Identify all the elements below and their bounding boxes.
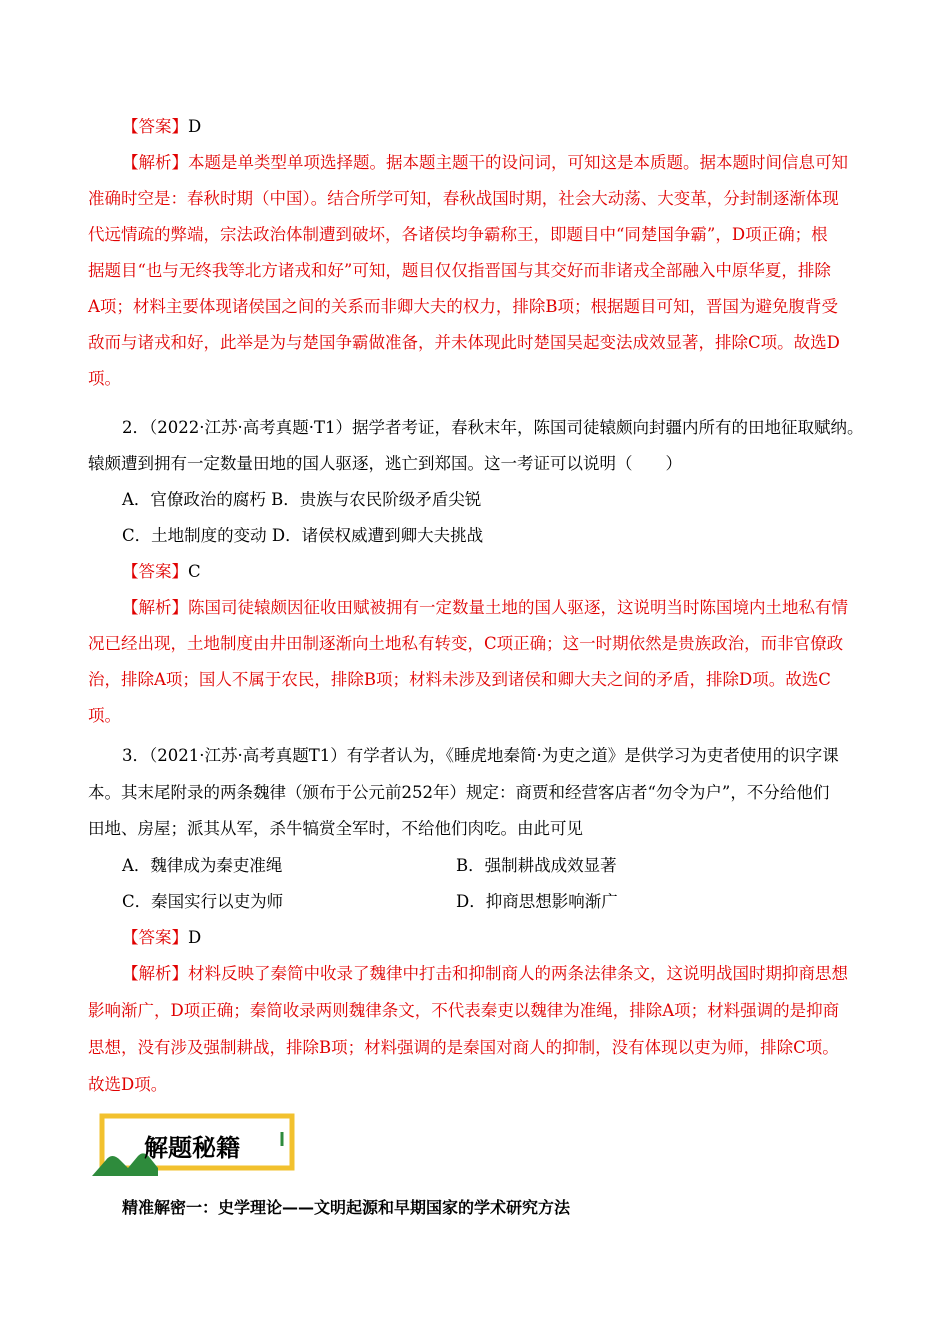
q2-analysis-line-3: 项。 bbox=[88, 706, 121, 725]
q1-analysis-line-6: 项。 bbox=[88, 369, 121, 388]
q3-option-a: A．魏律成为秦吏准绳 bbox=[122, 856, 283, 875]
q1-analysis-line-2: 代远情疏的弊端，宗法政治体制遭到破坏，各诸侯均争霸称王，即题目中“同楚国争霸”，D项正确；根 bbox=[88, 225, 828, 244]
answer-tag: 【答案】 bbox=[122, 117, 188, 136]
q3-analysis-line-2: 思想，没有涉及强制耕战，排除B项；材料强调的是秦国对商人的抑制，没有体现以吏为师，排除C项。 bbox=[88, 1038, 839, 1057]
q1-answer bbox=[122, 116, 201, 138]
answer-tag: 【答案】 bbox=[122, 928, 188, 947]
q2-analysis-line-1: 况已经出现，土地制度由井田制逐渐向土地私有转变，C项正确；这一时期依然是贵族政治，而非官僚政 bbox=[88, 634, 844, 653]
q2-option-row-2: C．土地制度的变动 D．诸侯权威遭到卿大夫挑战 bbox=[122, 526, 484, 545]
section-badge bbox=[92, 1110, 302, 1176]
q3-analysis-line-0: 【解析】材料反映了秦简中收录了魏律中打击和抑制商人的两条法律条文，这说明战国时期抑商思想 bbox=[122, 964, 848, 983]
q2-analysis-line-0: 【解析】陈国司徒辕颇因征收田赋被拥有一定数量土地的国人驱逐，这说明当时陈国境内土地私有情 bbox=[122, 598, 848, 617]
q3-answer bbox=[122, 927, 201, 949]
answer-value: D bbox=[188, 117, 202, 136]
q3-stem-line-1: 本。其末尾附录的两条魏律（颁布于公元前252年）规定：商贾和经营客店者“勿令为户”，不分给他们 bbox=[88, 783, 830, 802]
q2-stem-line-0: 2．（2022·江苏·高考真题·T1）据学者考证，春秋末年，陈国司徒辕颇向封疆内所有的田地征取赋纳。 bbox=[122, 418, 864, 437]
analysis-tag: 【解析】 bbox=[122, 964, 188, 983]
q3-stem-line-2: 田地、房屋；派其从军，杀牛犒赏全军时，不给他们肉吃。由此可见 bbox=[88, 819, 583, 838]
analysis-tag: 【解析】 bbox=[122, 598, 188, 617]
section-heading: 精准解密一：史学理论——文明起源和早期国家的学术研究方法 bbox=[122, 1198, 571, 1217]
q1-analysis-line-5: 敌而与诸戎和好，此举是为与楚国争霸做准备，并未体现此时楚国吴起变法成效显著，排除C项。故选D bbox=[88, 333, 840, 352]
q2-stem-line-1: 辕颇遭到拥有一定数量田地的国人驱逐，逃亡到郑国。这一考证可以说明（ ） bbox=[88, 454, 682, 473]
answer-value: D bbox=[188, 928, 202, 947]
badge-title: 解题秘籍 bbox=[144, 1134, 240, 1162]
q3-option-b: B．强制耕战成效显著 bbox=[456, 856, 617, 875]
q3-option-d: D．抑商思想影响渐广 bbox=[456, 892, 618, 911]
q3-option-c: C．秦国实行以吏为师 bbox=[122, 892, 284, 911]
q2-analysis-line-2: 治，排除A项；国人不属于农民，排除B项；材料未涉及到诸侯和卿大夫之间的矛盾，排除D项。故选C bbox=[88, 670, 831, 689]
q1-analysis-line-0: 【解析】本题是单类型单项选择题。据本题主题干的设问词，可知这是本质题。据本题时间信息可知 bbox=[122, 153, 848, 172]
analysis-tag: 【解析】 bbox=[122, 153, 188, 172]
q1-analysis-line-3: 据题目“也与无终我等北方诸戎和好”可知，题目仅仅指晋国与其交好而非诸戎全部融入中原华夏，排除 bbox=[88, 261, 831, 280]
q1-analysis-line-4: A项；材料主要体现诸侯国之间的关系而非卿大夫的权力，排除B项；根据题目可知，晋国为避免腹背受 bbox=[88, 297, 839, 316]
answer-value: C bbox=[188, 562, 201, 581]
answer-tag: 【答案】 bbox=[122, 562, 188, 581]
q3-analysis-line-3: 故选D项。 bbox=[88, 1075, 168, 1094]
q2-answer bbox=[122, 561, 201, 583]
q3-stem-line-0: 3．（2021·江苏·高考真题T1）有学者认为，《睡虎地秦简·为吏之道》是供学习为吏者使用的识字课 bbox=[122, 746, 839, 765]
q3-analysis-line-1: 影响渐广，D项正确；秦简收录两则魏律条文，不代表秦吏以魏律为准绳，排除A项；材料强调的是抑商 bbox=[88, 1001, 840, 1020]
q1-analysis-line-1: 准确时空是：春秋时期（中国）。结合所学可知，春秋战国时期，社会大动荡、大变革，分封制逐渐体现 bbox=[88, 189, 839, 208]
q2-option-row-1: A．官僚政治的腐朽 B．贵族与农民阶级矛盾尖锐 bbox=[122, 490, 482, 509]
